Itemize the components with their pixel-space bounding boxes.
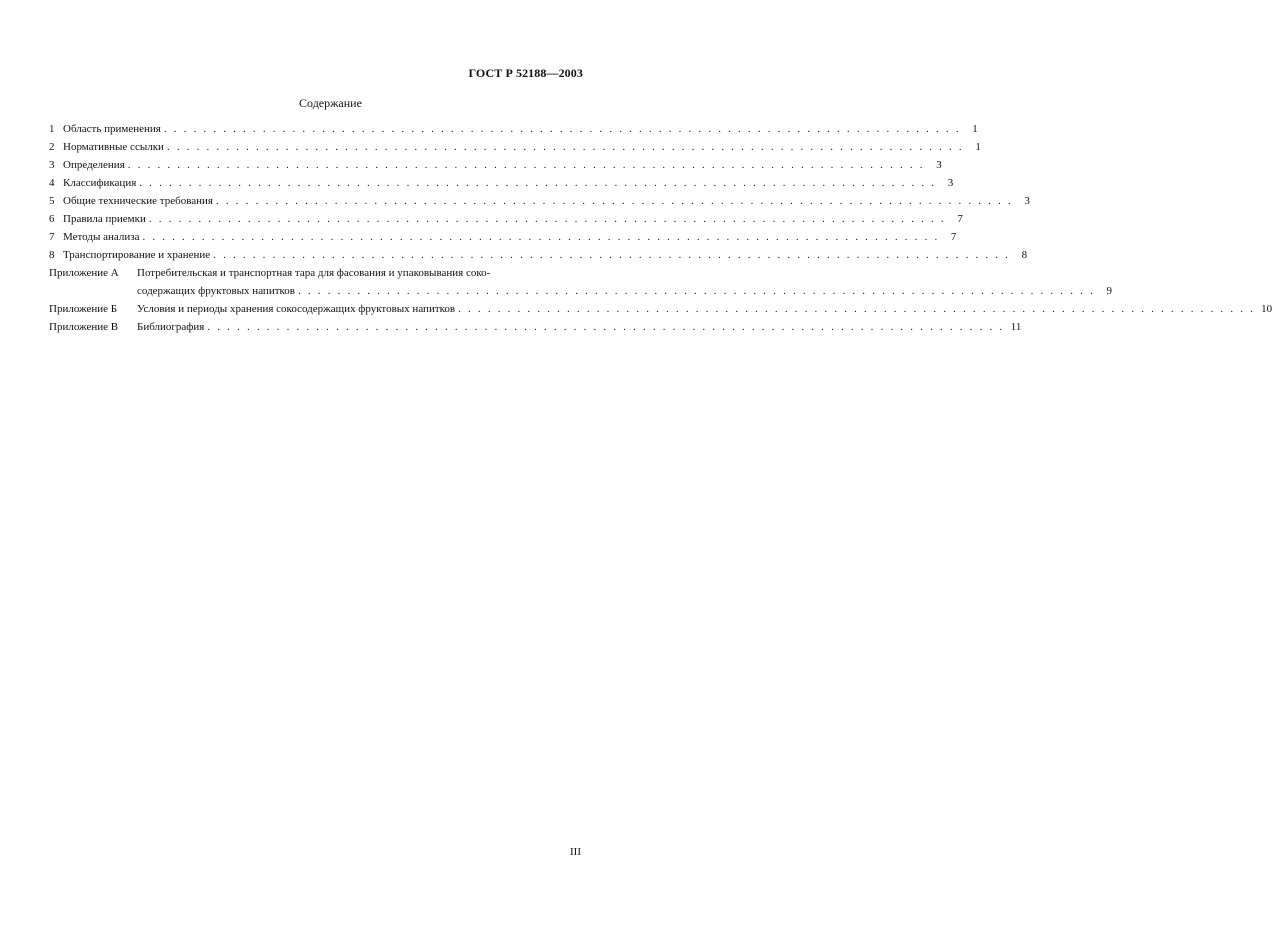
entry-number: 4 — [49, 177, 55, 189]
toc-entry[interactable] — [49, 140, 981, 158]
entry-label: Определения — [63, 159, 125, 171]
entry-label: Транспортирование и хранение — [63, 249, 211, 261]
entry-page: 9 — [1106, 285, 1112, 297]
entry-number: 7 — [49, 231, 55, 243]
entry-number: 2 — [49, 141, 55, 153]
toc-entry[interactable] — [49, 158, 942, 176]
appendix-prefix: Приложение Б — [49, 303, 118, 315]
toc-entry[interactable] — [49, 212, 963, 230]
toc-entry[interactable] — [49, 248, 1028, 266]
entry-label: Общие технические требования — [63, 195, 213, 207]
entry-page: 10 — [1261, 303, 1272, 315]
entry-number: 8 — [49, 249, 55, 261]
entry-page: 11 — [1010, 321, 1022, 333]
entry-number: 3 — [49, 159, 55, 171]
entry-page: 3 — [936, 159, 942, 171]
toc-appendix-entry[interactable] — [49, 266, 1112, 302]
entry-label: Методы анализа — [63, 231, 140, 243]
table-of-contents — [49, 122, 1272, 338]
toc-entry[interactable] — [49, 122, 978, 140]
appendix-title: Библиография — [137, 321, 205, 333]
dot-leader — [298, 284, 1095, 299]
entry-label: Классификация — [63, 177, 137, 189]
entry-label: Область применения — [63, 123, 161, 135]
toc-appendix-entry[interactable] — [49, 320, 1022, 338]
dot-leader — [458, 302, 1255, 317]
toc-appendix-entry[interactable] — [49, 302, 1272, 320]
entry-page: 1 — [975, 141, 981, 153]
dot-leader — [167, 140, 964, 155]
dot-leader — [216, 194, 1013, 209]
appendix-title-line2: содержащих фруктовых напитков — [137, 285, 295, 297]
appendix-prefix: Приложение А — [49, 267, 119, 279]
entry-number: 5 — [49, 195, 55, 207]
entry-page: 7 — [957, 213, 963, 225]
dot-leader — [128, 158, 925, 173]
entry-page: 7 — [950, 231, 957, 243]
appendix-title: Условия и периоды хранения сокосодержащих фруктовых напитков — [137, 303, 456, 315]
entry-label: Нормативные ссылки — [63, 141, 164, 153]
entry-number: 1 — [49, 123, 55, 135]
entry-label: Правила приемки — [63, 213, 146, 225]
appendix-prefix: Приложение В — [49, 321, 119, 333]
entry-page: 3 — [1024, 195, 1030, 207]
toc-entry[interactable] — [49, 176, 954, 194]
entry-page: 3 — [947, 177, 954, 189]
dot-leader — [213, 248, 1010, 263]
entry-number: 6 — [49, 213, 55, 225]
dot-leader — [164, 122, 961, 137]
toc-title: Содержание — [299, 96, 362, 110]
dot-leader — [207, 320, 1004, 335]
dot-leader — [142, 230, 939, 245]
dot-leader — [139, 176, 936, 191]
toc-entry[interactable] — [49, 194, 1030, 212]
toc-entry[interactable] — [49, 230, 957, 248]
page-number: III — [570, 846, 581, 858]
dot-leader — [149, 212, 946, 227]
document-code: ГОСТ Р 52188—2003 — [468, 66, 583, 80]
appendix-title-line1: Потребительская и транспортная тара для фасования и упаковывания соко- — [137, 267, 491, 279]
entry-page: 8 — [1021, 249, 1028, 261]
entry-page: 1 — [972, 123, 978, 135]
